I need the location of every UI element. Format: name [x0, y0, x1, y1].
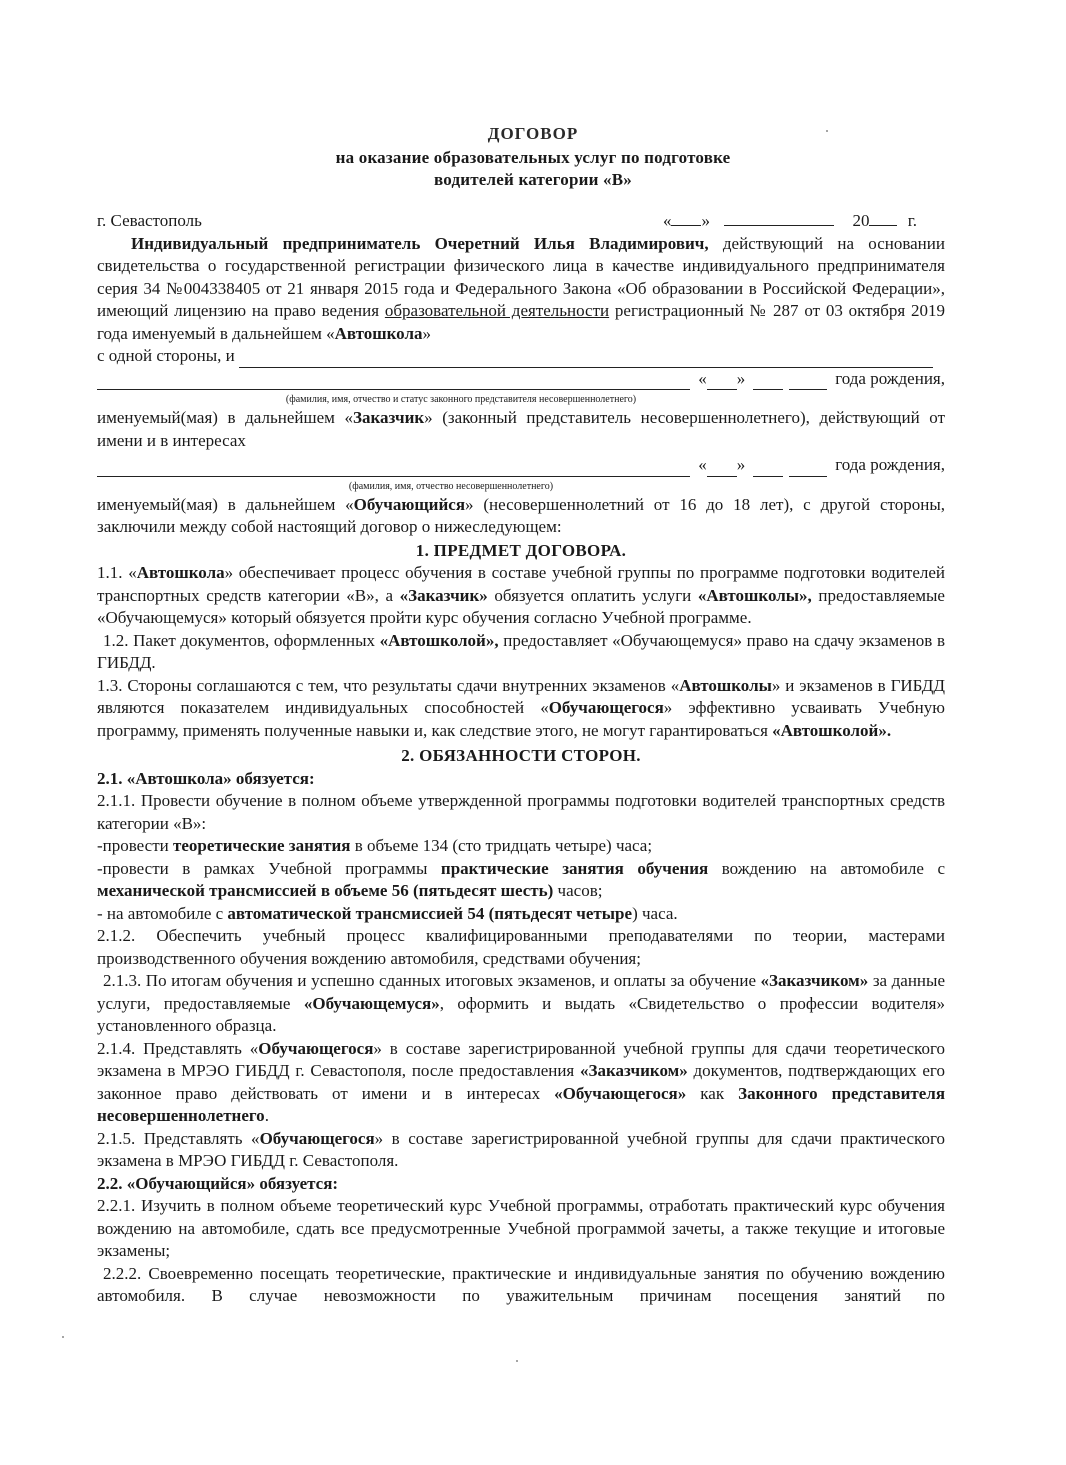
year-blank[interactable]: [869, 210, 897, 226]
student-name-blank[interactable]: [97, 461, 690, 477]
student-caption: (фамилия, имя, отчество несовершеннолетнего): [348, 480, 554, 492]
section-2-heading: 2. ОБЯЗАННОСТИ СТОРОН.: [401, 746, 641, 765]
clause-1-2: 1.2. Пакет документов, оформленных «Автошколой», предоставляет «Обучающемуся» право на сдачу экзаменов в ГИБДД.: [97, 630, 945, 672]
student-birth-year-blank[interactable]: [789, 461, 827, 477]
clause-2-1-1-automatic: - на автомобиле с автоматической трансмиссией 54 (пятьдесят четыре) часа.: [97, 903, 678, 923]
student-birth-day-blank[interactable]: [707, 461, 737, 477]
contract-date: « » 20 г.: [662, 211, 917, 230]
scan-speck: [62, 1336, 64, 1338]
document-subtitle-line-1: на оказание образовательных услуг по подготовке: [335, 148, 731, 167]
student-birth-month-blank[interactable]: [753, 461, 783, 477]
scan-speck: [826, 130, 828, 132]
student-paragraph: именуемый(мая) в дальнейшем «Обучающийся» (несовершеннолетний от 16 до 18 лет), с другой стороны, заключили между собой настоящий договор о нижеследующем:: [97, 494, 945, 536]
customer-name-blank-1[interactable]: [239, 352, 933, 368]
customer-caption: (фамилия, имя, отчество и статус законного представителя несовершеннолетнего): [285, 394, 637, 405]
day-blank[interactable]: [671, 210, 701, 226]
document-subtitle-line-2: водителей категории «В»: [433, 170, 633, 189]
clause-2-2-1: 2.2.1. Изучить в полном объеме теоретический курс Учебной программы, отработать практический курс обучения вождению на автомобиле, сдать все предусмотренные Учебной программой зачеты, а также текущие и итоговые экзамены;: [97, 1196, 945, 1260]
preamble-paragraph: Индивидуальный предприниматель Очеретний Илья Владимирович, действующий на основании свидетельства о государственной регистрации физического лица в качестве индивидуального предпринимателя серия 34 №004338405 от 21 января 2015 года и Федерального Закона «Об образовании в Российской Федерации», имеющий лицензию на право ведения образовательной деятельности регистрационный № 287 от 03 октября 2019 года именуемый в дальнейшем «Автошкола»: [97, 233, 945, 343]
clause-1-1: 1.1. «Автошкола» обеспечивает процесс обучения в составе учебной группы по программе подготовки водителей транспортных средств категории «В», а «Заказчик» обязуется оплатить услуги «Автошколы», предоставляемые «Обучающемуся» который обязуется пройти курс обучения согласно Учебной программе.: [97, 563, 945, 627]
scan-speck: [516, 1360, 518, 1362]
clause-2-1-1-theory: -провести теоретические занятия в объеме 134 (сто тридцать четыре) часа;: [97, 836, 653, 855]
clause-2-1-heading: 2.1. «Автошкола» обязуется:: [97, 768, 315, 788]
city-date-row: [97, 210, 945, 233]
clause-1-3: 1.3. Стороны соглашаются с тем, что результаты сдачи внутренних экзаменов «Автошколы» и экзаменов в ГИБДД являются показателем индивидуальных способностей «Обучающегося» эффективно усваивать Учебную программу, применять полученные навыки и, как следствие этого, не могут гарантироваться «Автошколой».: [97, 675, 945, 740]
other-side-row: с одной стороны, и: [97, 345, 945, 368]
customer-birth-day-blank[interactable]: [707, 374, 737, 390]
city: г. Севастополь: [97, 211, 202, 230]
clause-2-2-heading: 2.2. «Обучающийся» обязуется:: [97, 1173, 339, 1193]
clause-2-1-5: 2.1.5. Представлять «Обучающегося» в составе зарегистрированной учебной группы для сдачи практического экзамена в МРЭО ГИБДД г. Севастополя.: [97, 1128, 945, 1170]
document-body: [97, 210, 945, 1308]
document-title: ДОГОВОР: [487, 124, 579, 143]
license-link: образовательной деятельности: [384, 301, 610, 320]
clause-2-1-3: 2.1.3. По итогам обучения и успешно сданных итоговых экзаменов, и оплаты за обучение «Заказчиком» за данные услуги, предоставляемые «Обучающемуся», оформить и выдать «Свидетельство о профессии водителя» установленного образца.: [97, 971, 945, 1035]
clause-2-1-1-practice: -провести в рамках Учебной программы практические занятия обучения вождению на автомобиле с механической трансмиссией в объеме 56 (пятьдесят шесть) часов;: [97, 858, 945, 900]
clause-2-2-2: 2.2.2. Своевременно посещать теоретические, практические и индивидуальные занятия по обучению вождению автомобиля. В случае невозможности по уважительным причинам посещения занятий по: [97, 1263, 945, 1305]
student-birth-row: « » года рождения,: [97, 454, 945, 477]
clause-2-1-1: 2.1.1. Провести обучение в полном объеме утвержденной программы подготовки водителей транспортных средств категории «В»:: [97, 791, 945, 833]
customer-birth-year-blank[interactable]: [789, 374, 827, 390]
month-blank[interactable]: [724, 210, 834, 226]
customer-birth-month-blank[interactable]: [753, 374, 783, 390]
customer-paragraph: именуемый(мая) в дальнейшем «Заказчик» (законный представитель несовершеннолетнего), действующий от имени и в интересах: [97, 408, 946, 450]
customer-name-blank-2[interactable]: [97, 374, 690, 390]
clause-2-1-2: 2.1.2. Обеспечить учебный процесс квалифицированными преподавателями по теории, мастерами производственного обучения вождению автомобиля, средствами обучения;: [97, 926, 945, 968]
clause-2-1-4: 2.1.4. Представлять «Обучающегося» в составе зарегистрированной учебной группы для сдачи теоретического экзамена в МРЭО ГИБДД г. Севастополя, после предоставления «Заказчиком» документов, подтверждающих его законное право действовать от имени и в интересах «Обучающегося» как Законного представителя несовершеннолетнего.: [97, 1038, 946, 1125]
executor-name: Индивидуальный предприниматель Очеретний Илья Владимирович,: [131, 233, 709, 253]
customer-birth-row: « » года рождения,: [97, 368, 945, 391]
section-1-heading: 1. ПРЕДМЕТ ДОГОВОРА.: [415, 540, 627, 560]
